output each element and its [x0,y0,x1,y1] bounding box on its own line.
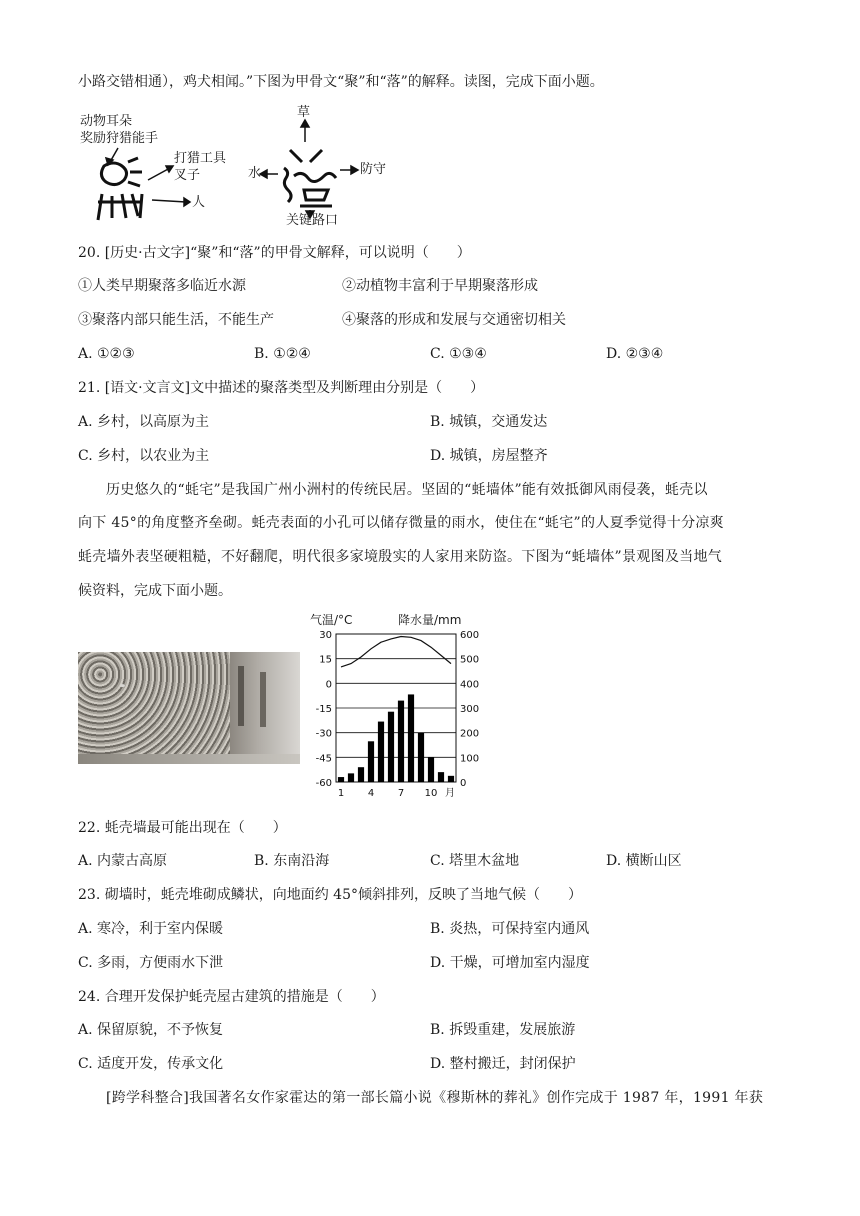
temperature-line [341,637,451,667]
luo-glyph-icon [284,150,336,206]
climate-chart-svg [300,626,500,802]
x-tick-label: 10 [424,788,438,799]
left-tick-label: -15 [315,704,332,715]
x-tick-label: 1 [337,788,345,799]
left-tick-label: -60 [315,778,332,789]
q23-option-a[interactable]: A. 寒冷，利于室内保暖 [78,921,224,937]
oracle-glyphs [78,110,398,230]
left-axis-title: 气温/°C [310,613,353,627]
label-grass: 草 [297,105,311,120]
last-line: [跨学科整合]我国著名女作家霍达的第一部长篇小说《穆斯林的葬礼》创作完成于 1987 年，1991 年获 [106,1090,764,1106]
precip-bar [338,777,344,782]
ju-glyph-icon [98,158,142,220]
q22-option-a[interactable]: A. 内蒙古高原 [78,853,168,869]
q20-stem: 20. [历史·古文字]“聚”和“落”的甲骨文解释，可以说明（ ） [78,245,471,261]
passage2-line-3: 蚝壳墙外表坚硬粗糙，不好翻爬，明代很多家境殷实的人家用来防盗。下图为“蚝墙体”景观图及当地气 [78,549,723,565]
precip-bar [438,772,444,782]
q21-stem: 21. [语文·文言文]文中描述的聚落类型及判断理由分别是（ ） [78,380,485,396]
label-person: 人 [192,195,206,210]
x-axis-unit: 月 [445,788,455,799]
right-axis-title: 降水量/mm [398,613,462,627]
right-tick-label: 500 [460,654,480,666]
precip-bar [398,701,404,782]
label-road: 关键路口 [286,213,339,228]
label-ear: 动物耳朵 [80,114,133,129]
q21-option-a[interactable]: A. 乡村，以高原为主 [78,414,210,430]
q20-option-d[interactable]: D. ②③④ [606,346,664,362]
precip-bar [358,767,364,782]
q24-option-b[interactable]: B. 拆毁重建，发展旅游 [430,1022,576,1038]
q20-statement-3: ③聚落内部只能生活，不能生产 [78,312,274,328]
passage2-line-1: 历史悠久的“蚝宅”是我国广州小洲村的传统民居。坚固的“蚝墙体”能有效抵御风雨侵袭，蚝壳以 [106,482,708,498]
q20-statement-2: ②动植物丰富利于早期聚落形成 [342,278,538,294]
right-tick-label: 100 [460,753,480,765]
q22-option-d[interactable]: D. 横断山区 [606,853,682,869]
precip-bar [418,733,424,782]
q21-option-b[interactable]: B. 城镇，交通发达 [430,414,548,430]
q20-statement-4: ④聚落的形成和发展与交通密切相关 [342,312,566,328]
q23-stem: 23. 砌墙时，蚝壳堆砌成鳞状，向地面约 45°倾斜排列，反映了当地气候（ ） [78,887,582,903]
label-water: 水 [248,166,262,181]
right-tick-label: 400 [460,679,480,691]
oyster-wall-photo [78,652,300,764]
passage2-line-4: 候资料，完成下面小题。 [78,583,232,599]
left-tick-label: 30 [319,630,332,641]
q24-option-c[interactable]: C. 适度开发，传承文化 [78,1056,224,1072]
q23-option-c[interactable]: C. 多雨，方便雨水下泄 [78,955,224,971]
precip-bar [368,741,374,782]
q22-option-b[interactable]: B. 东南沿海 [254,853,330,869]
right-tick-label: 300 [460,704,480,715]
label-reward: 奖励狩猎能手 [80,131,159,146]
q20-option-a[interactable]: A. ①②③ [78,346,135,362]
x-tick-label: 4 [367,788,375,799]
q24-option-d[interactable]: D. 整村搬迁，封闭保护 [430,1056,576,1072]
precip-bar [408,694,414,782]
label-defend: 防守 [360,162,387,177]
q20-option-c[interactable]: C. ①③④ [430,346,487,362]
label-fork: 叉子 [174,168,201,183]
right-tick-label: 200 [460,728,480,740]
left-tick-label: -45 [315,753,332,765]
precip-bar [428,757,434,782]
q22-option-c[interactable]: C. 塔里木盆地 [430,853,520,869]
q22-stem: 22. 蚝壳墙最可能出现在（ ） [78,820,287,836]
q24-option-a[interactable]: A. 保留原貌，不予恢复 [78,1022,224,1038]
intro-line: 小路交错相通），鸡犬相闻。”下图为甲骨文“聚”和“落”的解释。读图，完成下面小题。 [78,74,604,90]
left-tick-label: 0 [325,679,332,691]
left-tick-label: 15 [319,654,332,666]
precip-bar [348,773,354,782]
passage2-line-2: 向下 45°的角度整齐垒砌。蚝壳表面的小孔可以储存微量的雨水，使住在“蚝宅”的人夏季觉得十分凉爽 [78,515,724,531]
precip-bar [378,722,384,782]
q20-statement-1: ①人类早期聚落多临近水源 [78,278,246,294]
q23-option-d[interactable]: D. 干燥，可增加室内湿度 [430,955,590,971]
right-tick-label: 600 [460,630,480,641]
left-tick-label: -30 [315,728,332,740]
precip-bar [448,776,454,782]
q21-option-c[interactable]: C. 乡村，以农业为主 [78,448,210,464]
right-tick-label: 0 [460,778,467,789]
q20-option-b[interactable]: B. ①②④ [254,346,311,362]
q21-option-d[interactable]: D. 城镇，房屋整齐 [430,448,548,464]
precip-bar [388,712,394,782]
q24-stem: 24. 合理开发保护蚝壳屋古建筑的措施是（ ） [78,989,385,1005]
q23-option-b[interactable]: B. 炎热，可保持室内通风 [430,921,590,937]
x-tick-label: 7 [397,788,405,799]
label-tool: 打猎工具 [174,151,227,166]
